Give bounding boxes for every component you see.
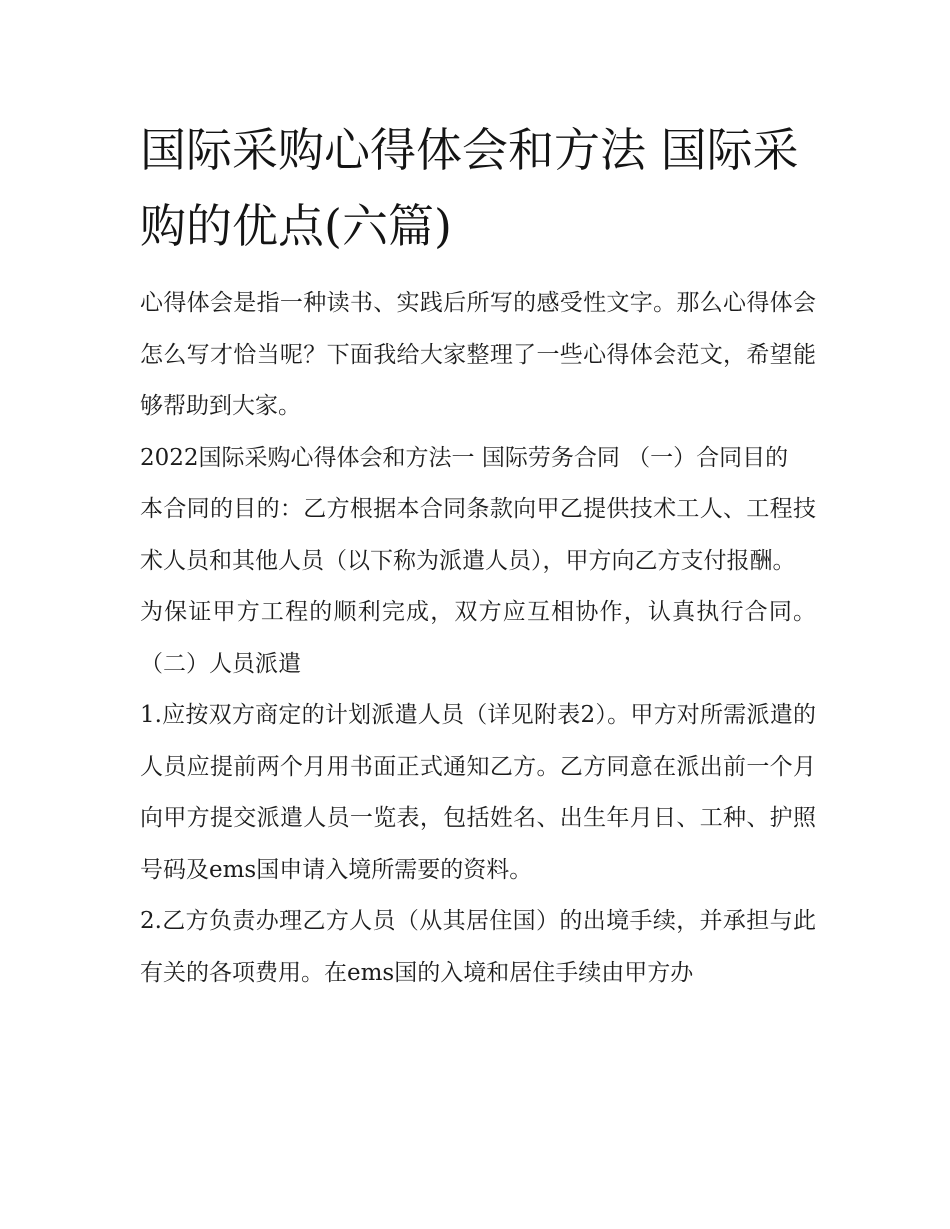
document-body [140,112,816,999]
paragraph-intro: 心得体会是指一种读书、实践后所写的感受性文字。那么心得体会怎么写才恰当呢？下面我给大家整理了一些心得体会范文，希望能够帮助到大家。 [140,290,816,419]
document-title: 国际采购心得体会和方法 国际采购的优点(六篇) [140,123,799,253]
paragraph-contract-purpose: 本合同的目的：乙方根据本合同条款向甲乙提供技术工人、工程技术人员和其他人员（以下称为派遣人员），甲方向乙方支付报酬。 [140,496,816,574]
paragraph-cooperation: 为保证甲方工程的顺利完成，双方应互相协作，认真执行合同。 （二）人员派遣 [140,599,816,677]
paragraph-item-2: 2.乙方负责办理乙方人员（从其居住国）的出境手续，并承担与此有关的各项费用。在ems国的入境和居住手续由甲方办 [140,908,816,986]
paragraph-section-heading: 2022国际采购心得体会和方法一 国际劳务合同 （一）合同目的 [140,444,789,471]
paragraph-item-1: 1.应按双方商定的计划派遣人员（详见附表2）。甲方对所需派遣的人员应提前两个月用书面正式通知乙方。乙方同意在派出前一个月向甲方提交派遣人员一览表，包括姓名、出生年月日、工种、护照号码及ems国申请入境所需要的资料。 [140,702,816,883]
